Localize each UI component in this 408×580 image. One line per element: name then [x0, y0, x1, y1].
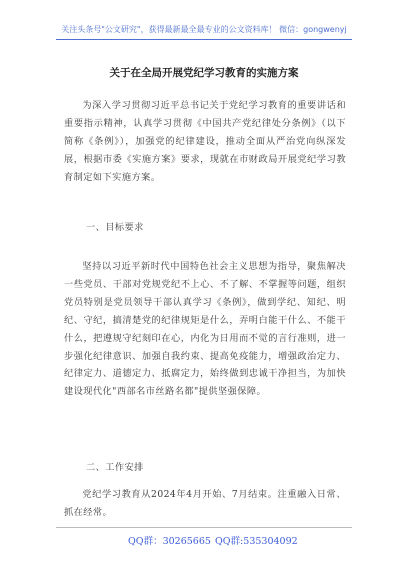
footer-divider: [56, 527, 352, 528]
intro-paragraph: 为深入学习贯彻习近平总书记关于党纪学习教育的重要讲话和重要指示精神，认真学习贯彻《中国共产党纪律处分条例》（以下简称《条例》），加强党的纪律建设，推动全面从严治党向纵深发展，根据市委《实施方案》要求，现就在市财政局开展党纪学习教育制定如下实施方案。: [64, 100, 346, 183]
header-note: 关注头条号"公文研究"，获得最新最全最专业的公文资料库！ 微信：gongwenyj: [61, 25, 347, 34]
footer-qq-group-right: QQ群:535304092: [215, 536, 298, 547]
section-two-paragraph: 党纪学习教育从2024年4月开始、7月结束。注重融入日常、抓在经常。: [64, 489, 346, 518]
document-title: 关于在全局开展党纪学习教育的实施方案: [109, 67, 299, 79]
section-one-paragraph: 坚持以习近平新时代中国特色社会主义思想为指导，聚焦解决一些党员、干部对党规党纪不上心、不了解、不掌握等问题，组织党员特别是党员领导干部认真学习《条例》，做到学纪、知纪、明纪、守纪，搞清楚党的纪律规矩是什么，弄明白能干什么、不能干什么，把遵规守纪刻印在心，内化为日用而不觉的言行准则，进一步强化纪律意识、加强自我约束、提高免疫能力，增强政治定力、纪律定力、道德定力、抵腐定力，始终做到忠诚干净担当，为加快建设现代化"西部名市丝路名都"提供坚强保障。: [64, 261, 346, 398]
section-two-heading: 二、工作安排: [86, 462, 144, 473]
footer-qq-group-left: QQ群：30265665: [128, 536, 211, 547]
header-divider: [56, 39, 352, 40]
section-one-heading: 一、目标要求: [86, 222, 144, 233]
